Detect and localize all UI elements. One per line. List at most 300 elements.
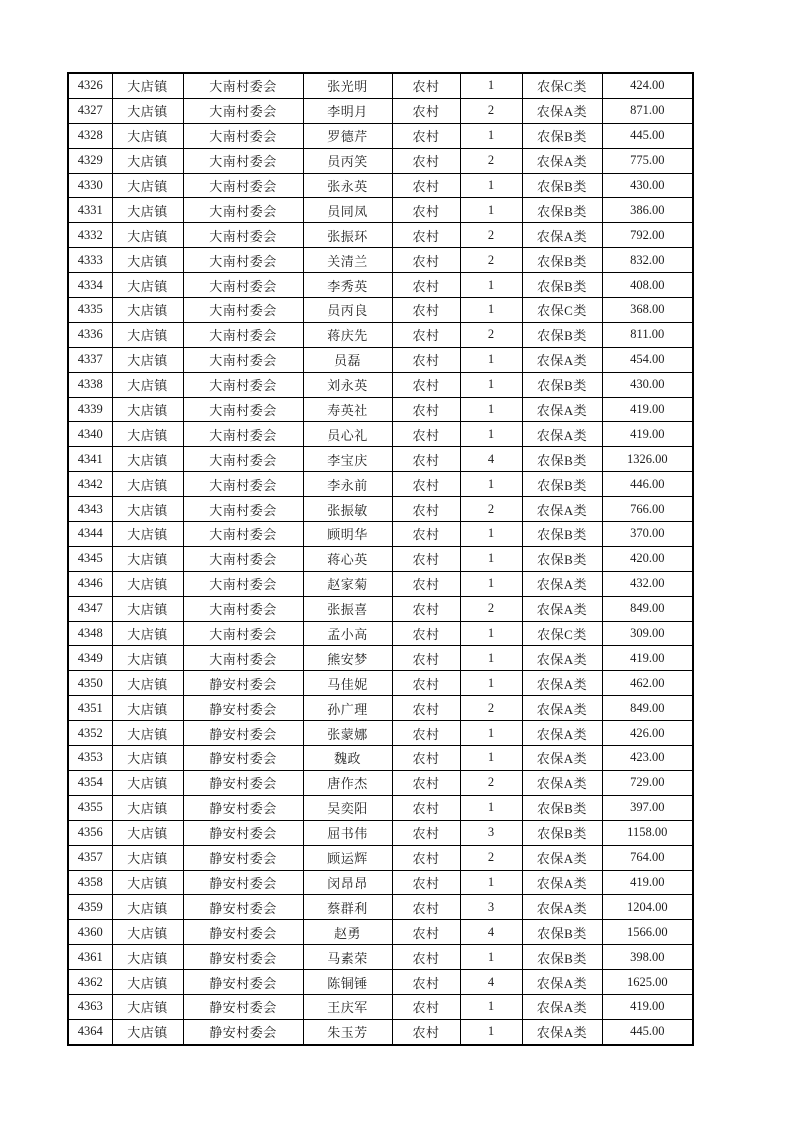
cell-village-committee: 静安村委会 [183, 671, 303, 696]
cell-person-name: 陈铜锤 [303, 970, 392, 995]
cell-person-name: 李明月 [303, 98, 392, 123]
cell-amount: 811.00 [602, 322, 693, 347]
cell-person-count: 1 [460, 298, 522, 323]
cell-amount: 871.00 [602, 98, 693, 123]
cell-sequence-number: 4349 [68, 646, 112, 671]
cell-household-category: 农村 [392, 621, 460, 646]
cell-village-committee: 静安村委会 [183, 1019, 303, 1044]
cell-household-category: 农村 [392, 322, 460, 347]
table-row [68, 347, 693, 372]
cell-village-committee: 大南村委会 [183, 223, 303, 248]
cell-person-count: 1 [460, 795, 522, 820]
cell-household-category: 农村 [392, 945, 460, 970]
cell-amount: 430.00 [602, 173, 693, 198]
cell-household-category: 农村 [392, 148, 460, 173]
cell-amount: 309.00 [602, 621, 693, 646]
cell-sequence-number: 4330 [68, 173, 112, 198]
cell-village-committee: 大南村委会 [183, 73, 303, 98]
cell-sequence-number: 4357 [68, 845, 112, 870]
cell-person-count: 2 [460, 148, 522, 173]
cell-amount: 1158.00 [602, 820, 693, 845]
cell-insurance-type: 农保A类 [522, 422, 602, 447]
cell-village-committee: 静安村委会 [183, 945, 303, 970]
table-row [68, 98, 693, 123]
cell-person-count: 1 [460, 945, 522, 970]
table-row [68, 422, 693, 447]
cell-insurance-type: 农保A类 [522, 646, 602, 671]
cell-town: 大店镇 [112, 770, 183, 795]
cell-person-name: 马素荣 [303, 945, 392, 970]
cell-amount: 386.00 [602, 198, 693, 223]
cell-town: 大店镇 [112, 472, 183, 497]
cell-household-category: 农村 [392, 248, 460, 273]
cell-person-count: 2 [460, 497, 522, 522]
cell-sequence-number: 4356 [68, 820, 112, 845]
cell-insurance-type: 农保B类 [522, 472, 602, 497]
cell-sequence-number: 4333 [68, 248, 112, 273]
cell-sequence-number: 4344 [68, 522, 112, 547]
cell-town: 大店镇 [112, 322, 183, 347]
table-row [68, 945, 693, 970]
cell-amount: 420.00 [602, 546, 693, 571]
table-row [68, 372, 693, 397]
cell-insurance-type: 农保A类 [522, 223, 602, 248]
cell-person-count: 2 [460, 845, 522, 870]
cell-sequence-number: 4335 [68, 298, 112, 323]
table-row [68, 746, 693, 771]
cell-household-category: 农村 [392, 1019, 460, 1044]
cell-person-count: 1 [460, 546, 522, 571]
cell-amount: 398.00 [602, 945, 693, 970]
cell-village-committee: 大南村委会 [183, 372, 303, 397]
table-row [68, 895, 693, 920]
cell-person-name: 闵昂昂 [303, 870, 392, 895]
table-row [68, 546, 693, 571]
cell-sequence-number: 4361 [68, 945, 112, 970]
cell-town: 大店镇 [112, 422, 183, 447]
cell-household-category: 农村 [392, 173, 460, 198]
cell-amount: 445.00 [602, 123, 693, 148]
cell-person-count: 1 [460, 422, 522, 447]
cell-amount: 1326.00 [602, 447, 693, 472]
cell-person-name: 王庆军 [303, 994, 392, 1019]
cell-person-count: 1 [460, 198, 522, 223]
table-row [68, 571, 693, 596]
cell-person-count: 3 [460, 820, 522, 845]
cell-person-name: 马佳妮 [303, 671, 392, 696]
cell-village-committee: 大南村委会 [183, 298, 303, 323]
table-row [68, 1019, 693, 1044]
cell-person-count: 1 [460, 73, 522, 98]
cell-amount: 368.00 [602, 298, 693, 323]
cell-village-committee: 大南村委会 [183, 546, 303, 571]
cell-insurance-type: 农保C类 [522, 73, 602, 98]
cell-amount: 832.00 [602, 248, 693, 273]
cell-sequence-number: 4359 [68, 895, 112, 920]
cell-village-committee: 静安村委会 [183, 870, 303, 895]
cell-sequence-number: 4332 [68, 223, 112, 248]
cell-household-category: 农村 [392, 920, 460, 945]
cell-insurance-type: 农保B类 [522, 372, 602, 397]
table-row [68, 148, 693, 173]
cell-sequence-number: 4363 [68, 994, 112, 1019]
cell-sequence-number: 4347 [68, 596, 112, 621]
cell-insurance-type: 农保B类 [522, 322, 602, 347]
cell-person-name: 蔡群利 [303, 895, 392, 920]
cell-person-name: 李宝庆 [303, 447, 392, 472]
cell-village-committee: 大南村委会 [183, 347, 303, 372]
cell-village-committee: 大南村委会 [183, 522, 303, 547]
cell-household-category: 农村 [392, 273, 460, 298]
cell-village-committee: 大南村委会 [183, 422, 303, 447]
table-row [68, 123, 693, 148]
cell-insurance-type: 农保A类 [522, 98, 602, 123]
cell-amount: 446.00 [602, 472, 693, 497]
cell-person-name: 赵家菊 [303, 571, 392, 596]
cell-town: 大店镇 [112, 820, 183, 845]
cell-person-count: 2 [460, 322, 522, 347]
cell-insurance-type: 农保B类 [522, 447, 602, 472]
cell-amount: 849.00 [602, 596, 693, 621]
cell-person-name: 关清兰 [303, 248, 392, 273]
cell-household-category: 农村 [392, 746, 460, 771]
cell-town: 大店镇 [112, 347, 183, 372]
cell-person-count: 1 [460, 621, 522, 646]
cell-person-name: 张永英 [303, 173, 392, 198]
cell-village-committee: 静安村委会 [183, 845, 303, 870]
cell-sequence-number: 4351 [68, 696, 112, 721]
cell-village-committee: 静安村委会 [183, 820, 303, 845]
cell-person-name: 员磊 [303, 347, 392, 372]
cell-insurance-type: 农保A类 [522, 497, 602, 522]
cell-person-name: 张振敏 [303, 497, 392, 522]
cell-amount: 430.00 [602, 372, 693, 397]
cell-person-count: 1 [460, 273, 522, 298]
table-row [68, 248, 693, 273]
cell-village-committee: 静安村委会 [183, 994, 303, 1019]
cell-sequence-number: 4328 [68, 123, 112, 148]
cell-person-count: 1 [460, 472, 522, 497]
cell-household-category: 农村 [392, 347, 460, 372]
cell-person-name: 朱玉芳 [303, 1019, 392, 1044]
cell-household-category: 农村 [392, 820, 460, 845]
cell-person-count: 1 [460, 123, 522, 148]
cell-household-category: 农村 [392, 123, 460, 148]
cell-person-name: 蒋心英 [303, 546, 392, 571]
table-body [68, 73, 693, 1045]
cell-insurance-type: 农保B类 [522, 820, 602, 845]
cell-amount: 419.00 [602, 646, 693, 671]
cell-village-committee: 静安村委会 [183, 721, 303, 746]
cell-person-count: 1 [460, 870, 522, 895]
cell-town: 大店镇 [112, 123, 183, 148]
cell-person-count: 2 [460, 596, 522, 621]
table-row [68, 397, 693, 422]
cell-person-name: 孟小高 [303, 621, 392, 646]
cell-town: 大店镇 [112, 945, 183, 970]
cell-town: 大店镇 [112, 397, 183, 422]
cell-town: 大店镇 [112, 696, 183, 721]
cell-person-count: 1 [460, 372, 522, 397]
cell-insurance-type: 农保A类 [522, 571, 602, 596]
cell-town: 大店镇 [112, 646, 183, 671]
cell-sequence-number: 4336 [68, 322, 112, 347]
cell-person-count: 1 [460, 746, 522, 771]
cell-household-category: 农村 [392, 895, 460, 920]
cell-amount: 729.00 [602, 770, 693, 795]
cell-sequence-number: 4337 [68, 347, 112, 372]
cell-amount: 849.00 [602, 696, 693, 721]
cell-amount: 454.00 [602, 347, 693, 372]
cell-person-name: 顾明华 [303, 522, 392, 547]
cell-household-category: 农村 [392, 223, 460, 248]
cell-household-category: 农村 [392, 795, 460, 820]
table-row [68, 671, 693, 696]
table-row [68, 497, 693, 522]
cell-person-name: 李秀英 [303, 273, 392, 298]
cell-amount: 426.00 [602, 721, 693, 746]
cell-person-name: 刘永英 [303, 372, 392, 397]
cell-household-category: 农村 [392, 447, 460, 472]
cell-household-category: 农村 [392, 546, 460, 571]
cell-amount: 423.00 [602, 746, 693, 771]
cell-town: 大店镇 [112, 970, 183, 995]
cell-amount: 462.00 [602, 671, 693, 696]
cell-sequence-number: 4327 [68, 98, 112, 123]
cell-person-count: 2 [460, 770, 522, 795]
cell-person-count: 1 [460, 173, 522, 198]
cell-insurance-type: 农保A类 [522, 671, 602, 696]
cell-village-committee: 大南村委会 [183, 646, 303, 671]
cell-person-name: 员丙良 [303, 298, 392, 323]
cell-town: 大店镇 [112, 795, 183, 820]
cell-insurance-type: 农保A类 [522, 1019, 602, 1044]
cell-person-name: 魏政 [303, 746, 392, 771]
cell-amount: 419.00 [602, 994, 693, 1019]
cell-insurance-type: 农保C类 [522, 298, 602, 323]
cell-amount: 1566.00 [602, 920, 693, 945]
cell-person-name: 顾运辉 [303, 845, 392, 870]
cell-village-committee: 大南村委会 [183, 596, 303, 621]
table-row [68, 770, 693, 795]
table-row [68, 298, 693, 323]
cell-amount: 1625.00 [602, 970, 693, 995]
cell-village-committee: 静安村委会 [183, 920, 303, 945]
cell-town: 大店镇 [112, 98, 183, 123]
cell-person-count: 4 [460, 970, 522, 995]
table-row [68, 994, 693, 1019]
cell-sequence-number: 4343 [68, 497, 112, 522]
cell-village-committee: 大南村委会 [183, 397, 303, 422]
cell-household-category: 农村 [392, 970, 460, 995]
cell-person-name: 蒋庆先 [303, 322, 392, 347]
cell-sequence-number: 4354 [68, 770, 112, 795]
table-row [68, 522, 693, 547]
cell-household-category: 农村 [392, 571, 460, 596]
cell-household-category: 农村 [392, 870, 460, 895]
cell-town: 大店镇 [112, 198, 183, 223]
cell-insurance-type: 农保B类 [522, 522, 602, 547]
table-row [68, 646, 693, 671]
cell-person-name: 张振环 [303, 223, 392, 248]
cell-village-committee: 大南村委会 [183, 447, 303, 472]
cell-household-category: 农村 [392, 298, 460, 323]
cell-amount: 424.00 [602, 73, 693, 98]
cell-insurance-type: 农保A类 [522, 895, 602, 920]
cell-sequence-number: 4334 [68, 273, 112, 298]
cell-amount: 764.00 [602, 845, 693, 870]
cell-household-category: 农村 [392, 98, 460, 123]
cell-amount: 445.00 [602, 1019, 693, 1044]
cell-person-name: 员丙笑 [303, 148, 392, 173]
cell-person-name: 吴奕阳 [303, 795, 392, 820]
cell-sequence-number: 4341 [68, 447, 112, 472]
cell-town: 大店镇 [112, 571, 183, 596]
cell-village-committee: 静安村委会 [183, 746, 303, 771]
cell-person-name: 张光明 [303, 73, 392, 98]
cell-person-name: 屈书伟 [303, 820, 392, 845]
cell-town: 大店镇 [112, 895, 183, 920]
cell-person-count: 4 [460, 447, 522, 472]
cell-person-count: 2 [460, 98, 522, 123]
cell-insurance-type: 农保A类 [522, 994, 602, 1019]
cell-insurance-type: 农保B类 [522, 173, 602, 198]
cell-insurance-type: 农保B类 [522, 198, 602, 223]
table-row [68, 970, 693, 995]
cell-person-count: 3 [460, 895, 522, 920]
table-row [68, 472, 693, 497]
cell-sequence-number: 4350 [68, 671, 112, 696]
cell-amount: 419.00 [602, 422, 693, 447]
cell-amount: 408.00 [602, 273, 693, 298]
cell-household-category: 农村 [392, 646, 460, 671]
table-row [68, 322, 693, 347]
cell-village-committee: 静安村委会 [183, 696, 303, 721]
cell-village-committee: 大南村委会 [183, 173, 303, 198]
cell-insurance-type: 农保B类 [522, 920, 602, 945]
cell-town: 大店镇 [112, 721, 183, 746]
cell-person-count: 1 [460, 571, 522, 596]
cell-town: 大店镇 [112, 522, 183, 547]
cell-household-category: 农村 [392, 422, 460, 447]
cell-sequence-number: 4360 [68, 920, 112, 945]
cell-village-committee: 静安村委会 [183, 970, 303, 995]
cell-sequence-number: 4329 [68, 148, 112, 173]
cell-sequence-number: 4331 [68, 198, 112, 223]
cell-person-name: 员心礼 [303, 422, 392, 447]
cell-town: 大店镇 [112, 621, 183, 646]
cell-sequence-number: 4353 [68, 746, 112, 771]
cell-town: 大店镇 [112, 994, 183, 1019]
cell-village-committee: 大南村委会 [183, 148, 303, 173]
table-row [68, 870, 693, 895]
cell-village-committee: 大南村委会 [183, 571, 303, 596]
cell-sequence-number: 4358 [68, 870, 112, 895]
cell-person-name: 员同凤 [303, 198, 392, 223]
cell-household-category: 农村 [392, 696, 460, 721]
cell-person-name: 张振喜 [303, 596, 392, 621]
cell-sequence-number: 4364 [68, 1019, 112, 1044]
cell-household-category: 农村 [392, 497, 460, 522]
cell-village-committee: 大南村委会 [183, 248, 303, 273]
cell-amount: 432.00 [602, 571, 693, 596]
cell-person-count: 1 [460, 397, 522, 422]
cell-household-category: 农村 [392, 73, 460, 98]
cell-household-category: 农村 [392, 845, 460, 870]
cell-insurance-type: 农保B类 [522, 546, 602, 571]
cell-person-name: 寿英社 [303, 397, 392, 422]
table-row [68, 845, 693, 870]
cell-insurance-type: 农保B类 [522, 123, 602, 148]
cell-sequence-number: 4342 [68, 472, 112, 497]
cell-household-category: 农村 [392, 372, 460, 397]
cell-village-committee: 大南村委会 [183, 98, 303, 123]
cell-amount: 370.00 [602, 522, 693, 547]
table-row [68, 721, 693, 746]
table-row [68, 820, 693, 845]
cell-household-category: 农村 [392, 198, 460, 223]
cell-sequence-number: 4340 [68, 422, 112, 447]
cell-town: 大店镇 [112, 173, 183, 198]
cell-household-category: 农村 [392, 472, 460, 497]
cell-sequence-number: 4355 [68, 795, 112, 820]
cell-insurance-type: 农保B类 [522, 945, 602, 970]
cell-household-category: 农村 [392, 397, 460, 422]
table-row [68, 273, 693, 298]
cell-person-name: 孙广理 [303, 696, 392, 721]
cell-village-committee: 大南村委会 [183, 123, 303, 148]
cell-town: 大店镇 [112, 372, 183, 397]
cell-person-count: 1 [460, 721, 522, 746]
cell-person-count: 1 [460, 671, 522, 696]
cell-sequence-number: 4345 [68, 546, 112, 571]
cell-person-count: 2 [460, 696, 522, 721]
cell-amount: 1204.00 [602, 895, 693, 920]
cell-sequence-number: 4339 [68, 397, 112, 422]
cell-village-committee: 大南村委会 [183, 322, 303, 347]
cell-town: 大店镇 [112, 746, 183, 771]
table-row [68, 795, 693, 820]
cell-person-count: 1 [460, 347, 522, 372]
cell-person-name: 张蒙娜 [303, 721, 392, 746]
cell-insurance-type: 农保A类 [522, 347, 602, 372]
cell-sequence-number: 4352 [68, 721, 112, 746]
cell-household-category: 农村 [392, 994, 460, 1019]
cell-insurance-type: 农保A类 [522, 148, 602, 173]
table-row [68, 621, 693, 646]
cell-town: 大店镇 [112, 298, 183, 323]
cell-sequence-number: 4348 [68, 621, 112, 646]
cell-household-category: 农村 [392, 721, 460, 746]
cell-town: 大店镇 [112, 596, 183, 621]
cell-household-category: 农村 [392, 522, 460, 547]
cell-person-name: 唐作杰 [303, 770, 392, 795]
cell-household-category: 农村 [392, 770, 460, 795]
table-row [68, 920, 693, 945]
cell-household-category: 农村 [392, 671, 460, 696]
cell-town: 大店镇 [112, 870, 183, 895]
cell-person-count: 1 [460, 1019, 522, 1044]
cell-household-category: 农村 [392, 596, 460, 621]
cell-person-count: 1 [460, 994, 522, 1019]
table-row [68, 696, 693, 721]
cell-amount: 397.00 [602, 795, 693, 820]
cell-village-committee: 静安村委会 [183, 895, 303, 920]
cell-insurance-type: 农保A类 [522, 845, 602, 870]
table-row [68, 447, 693, 472]
cell-person-name: 李永前 [303, 472, 392, 497]
cell-amount: 775.00 [602, 148, 693, 173]
